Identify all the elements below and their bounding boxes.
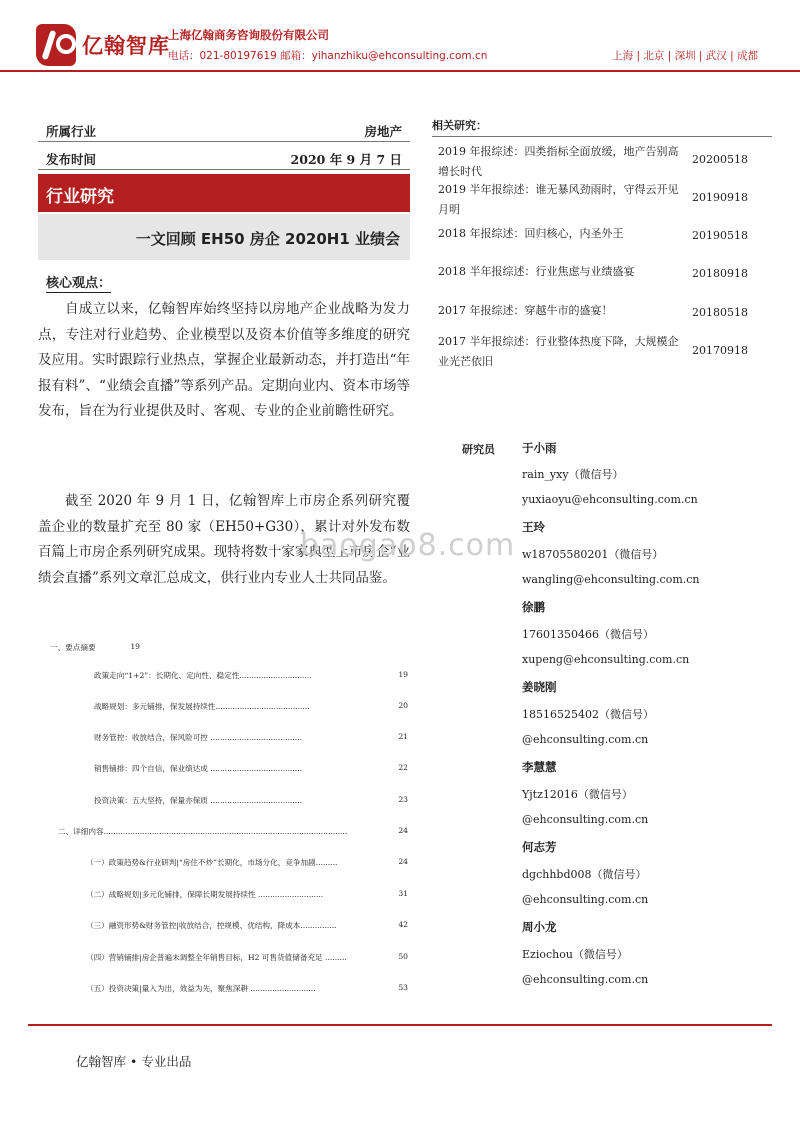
analyst-name: 何志芳 xyxy=(522,840,557,854)
toc-entry-page: 19 xyxy=(130,642,140,651)
toc-entry-page: 19 xyxy=(398,670,408,679)
related-item-title[interactable]: 2019 半年报综述：谁无暴风劲雨时，守得云开见月明 xyxy=(438,183,679,216)
toc-entry-text: （三）融资形势&财务管控|收放结合，控规模、优结构，降成本............... xyxy=(86,921,337,930)
toc-entry-page: 20 xyxy=(398,701,408,710)
toc-entry-page: 22 xyxy=(398,763,408,772)
logo-mark-icon xyxy=(36,24,76,66)
related-item-date: 20200518 xyxy=(692,153,748,166)
analyst-email[interactable]: @ehconsulting.com.cn xyxy=(522,973,649,986)
toc-entry-text: 政策走向“1+2”：长期化、定向性、稳定性.............................. xyxy=(94,671,312,680)
toc-entry-text: 一、要点摘要 xyxy=(50,643,96,652)
related-item-title[interactable]: 2019 年报综述：四类指标全面放缓，地产告别高增长时代 xyxy=(438,145,679,178)
analyst-wechat: dgchhbd008（微信号） xyxy=(522,868,647,881)
analyst-name: 王玲 xyxy=(522,520,545,534)
meta-date-value: 2020 年 9 月 7 日 xyxy=(290,152,402,167)
analyst-email[interactable]: yuxiaoyu@ehconsulting.com.cn xyxy=(522,493,698,506)
toc-entry-page: 21 xyxy=(398,732,408,741)
related-item-date: 20190518 xyxy=(692,229,748,242)
office-cities: 上海 | 北京 | 深圳 | 武汉 | 成都 xyxy=(612,50,758,62)
related-item-title[interactable]: 2017 半年报综述：行业整体热度下降，大规模企业光芒依旧 xyxy=(438,335,679,368)
analyst-email[interactable]: @ehconsulting.com.cn xyxy=(522,813,649,826)
analyst-email[interactable]: @ehconsulting.com.cn xyxy=(522,893,649,906)
toc-entry-page: 24 xyxy=(398,826,408,835)
analysts-label: 研究员 xyxy=(462,443,495,456)
analyst-wechat: Yjtz12016（微信号） xyxy=(522,788,633,801)
company-name: 上海亿翰商务咨询股份有限公司 xyxy=(168,28,329,42)
analyst-wechat: 17601350466（微信号） xyxy=(522,628,654,641)
category-label: 行业研究 xyxy=(46,187,114,207)
toc-entry-page: 42 xyxy=(398,920,408,929)
analyst-name: 徐鹏 xyxy=(522,600,545,614)
toc-entry-text: 销售铺排：四个自信，保业绩达成 ...................................... xyxy=(94,764,303,773)
analyst-name: 姜晓刚 xyxy=(522,680,557,694)
header-divider xyxy=(0,70,800,72)
logo-text: 亿翰智库 xyxy=(82,34,170,58)
meta-date-label: 发布时间 xyxy=(46,152,97,167)
toc-entry-text: （二）战略规划|多元化铺排，保障长期发展持续性 ........................... xyxy=(86,890,324,899)
report-title: 一文回顾 EH50 房企 2020H1 业绩会 xyxy=(135,230,400,248)
analyst-name: 于小雨 xyxy=(522,441,557,455)
meta-industry-value: 房地产 xyxy=(364,124,402,139)
toc-entry-text: 二、详细内容..................................................................................................... xyxy=(58,827,348,836)
toc-entry-text: 投资决策：五大坚持，保量亦保质 ...................................... xyxy=(94,796,303,805)
analyst-wechat: 18516525402（微信号） xyxy=(522,708,654,721)
toc-entry-page: 53 xyxy=(398,983,408,992)
analyst-name: 周小龙 xyxy=(522,920,557,934)
toc-entry-page: 50 xyxy=(398,952,408,961)
toc-entry-page: 23 xyxy=(398,795,408,804)
related-item-title[interactable]: 2018 年报综述：回归核心，内圣外王 xyxy=(438,227,624,240)
meta-industry-label: 所属行业 xyxy=(46,124,97,139)
analyst-email[interactable]: @ehconsulting.com.cn xyxy=(522,733,649,746)
contact-info: 电话：021-80197619 邮箱：yihanzhiku@ehconsulting.com.cn xyxy=(168,50,488,62)
toc-entry-text: 财务管控：收放结合，保风险可控 ...................................... xyxy=(94,733,303,742)
toc-entry-text: 战略规划：多元铺排，保发展持续性....................................... xyxy=(94,702,310,711)
toc-entry-text: （四）营销铺排|房企普遍未调整全年销售目标，H2 可售货值储备充足 ......... xyxy=(86,953,347,962)
related-divider xyxy=(432,136,772,137)
paragraph-intro: 自成立以来，亿翰智库始终坚持以房地产企业战略为发力点，专注对行业趋势、企业模型以及资本价值等多维度的研究及应用。实时跟踪行业热点，掌握企业最新动态，并打造出“年报有料”、“业绩会直播”等系列产品。定期向业内、资本市场等发布，旨在为行业提供及时、客观、专业的企业前瞻性研究。 xyxy=(38,301,410,420)
footer-divider xyxy=(28,1024,772,1026)
title-banner xyxy=(38,214,410,260)
analyst-wechat: Eziochou（微信号） xyxy=(522,948,628,961)
toc-entry-page: 31 xyxy=(398,889,408,898)
related-item-title[interactable]: 2017 年报综述：穿越牛市的盛宴！ xyxy=(438,304,613,317)
analyst-email[interactable]: xupeng@ehconsulting.com.cn xyxy=(522,653,690,666)
watermark: baogao8.com xyxy=(300,528,516,563)
analyst-name: 李慧慧 xyxy=(522,760,557,774)
related-research-label: 相关研究： xyxy=(432,119,487,132)
related-item-title[interactable]: 2018 半年报综述：行业焦虑与业绩盛宴 xyxy=(438,265,635,278)
toc-entry-text: （一）政策趋势&行业研判|“房住不炒”长期化，市场分化，竞争加剧......... xyxy=(86,858,338,867)
analyst-wechat: w18705580201（微信号） xyxy=(522,548,664,561)
related-item-date: 20190918 xyxy=(692,191,748,204)
paragraph-coverage: 截至 2020 年 9 月 1 日，亿翰智库上市房企系列研究覆盖企业的数量扩充至 80 家（EH50+G30），累计对外发布数百篇上市房企系列研究成果。现特将数十家家典型上市房企“业绩会直播”系列文章汇总成文，供行业内专业人士共同品鉴。 xyxy=(38,493,410,586)
analyst-email[interactable]: wangling@ehconsulting.com.cn xyxy=(522,573,700,586)
meta-date-row xyxy=(38,142,410,170)
core-views-label: 核心观点： xyxy=(46,272,111,293)
related-item-date: 20170918 xyxy=(692,344,748,357)
related-item-date: 20180518 xyxy=(692,306,748,319)
footer-text: 亿翰智库 • 专业出品 xyxy=(76,1054,192,1069)
toc-entry-page: 24 xyxy=(398,857,408,866)
analyst-wechat: rain_yxy（微信号） xyxy=(522,468,624,481)
related-item-date: 20180918 xyxy=(692,267,748,280)
company-logo xyxy=(36,22,170,68)
category-banner xyxy=(38,174,410,212)
meta-industry-row xyxy=(38,114,410,142)
toc-entry-text: （五）投资决策|量入为出，效益为先，聚焦深耕 ........................... xyxy=(86,984,316,993)
